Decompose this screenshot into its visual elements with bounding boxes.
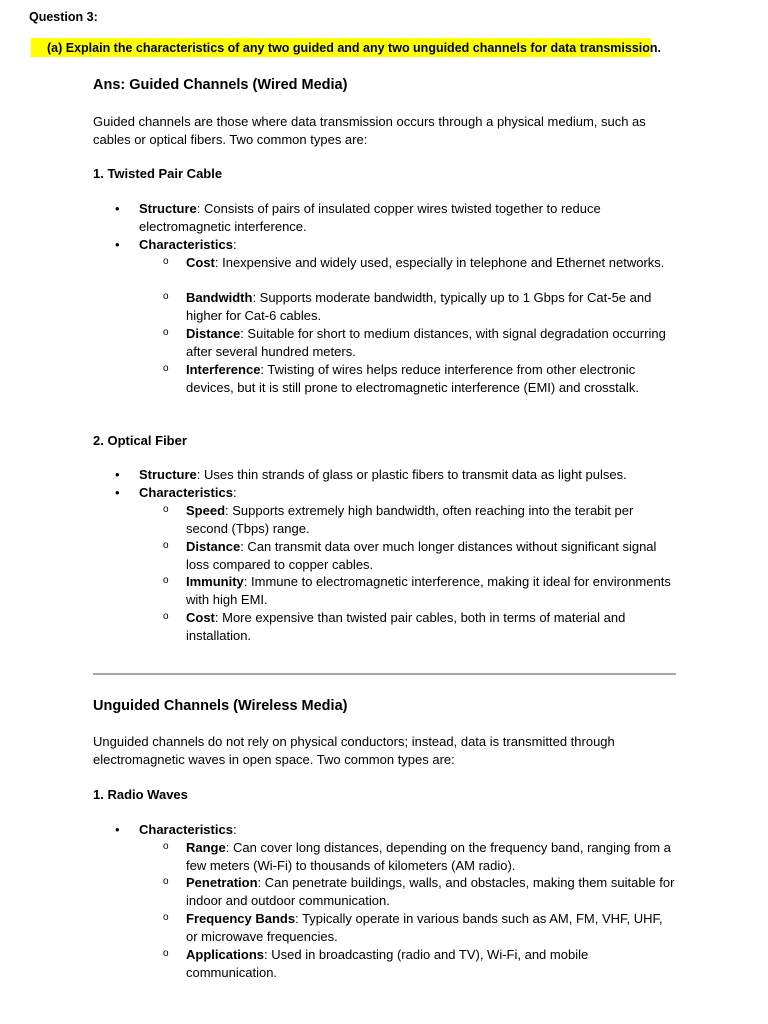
item-term: Distance — [186, 539, 241, 554]
item-term: Frequency Bands — [186, 911, 296, 926]
unguided-intro: Unguided channels do not rely on physical conductors; instead, data is transmitted through electromagnetic waves in open space. Two common types are: — [93, 734, 615, 767]
item-term: Immunity — [186, 574, 244, 589]
item-term: Speed — [186, 503, 226, 518]
list-item — [186, 839, 676, 875]
item-term: Bandwidth — [186, 290, 253, 305]
item-text: : Used in broadcasting (radio and TV), Wi-Fi, and mobile communication. — [186, 947, 589, 980]
radio-waves-title: 1. Radio Waves — [93, 787, 188, 802]
item-term: Structure — [139, 201, 197, 216]
list-item — [139, 200, 679, 236]
list-item — [139, 484, 679, 502]
item-text: : Uses thin strands of glass or plastic fibers to transmit data as light pulses. — [196, 467, 627, 482]
item-text: : Inexpensive and widely used, especially in telephone and Ethernet networks. — [214, 255, 665, 270]
question-prompt-highlight — [31, 38, 662, 57]
item-text: : — [232, 485, 237, 500]
item-text: : — [232, 237, 237, 252]
list-item — [186, 609, 676, 645]
item-text: : — [232, 822, 237, 837]
list-item — [186, 573, 676, 609]
unguided-heading: Unguided Channels (Wireless Media) — [93, 698, 348, 714]
list-item — [186, 361, 676, 397]
item-text: : More expensive than twisted pair cables, both in terms of material and installation. — [186, 610, 626, 643]
list-item — [186, 946, 676, 982]
item-term: Distance — [186, 326, 241, 341]
item-term: Penetration — [186, 875, 258, 890]
item-text: : Twisting of wires helps reduce interference from other electronic devices, but it is still prone to electromagnetic interference (EMI) and crosstalk. — [186, 362, 640, 395]
twisted-pair-title: 1. Twisted Pair Cable — [93, 166, 223, 181]
item-term: Interference — [186, 362, 261, 377]
item-text: : Can penetrate buildings, walls, and obstacles, making them suitable for indoor and outdoor communication. — [186, 875, 675, 908]
item-term: Characteristics — [139, 485, 233, 500]
list-item — [139, 466, 679, 484]
item-text: : Can cover long distances, depending on the frequency band, ranging from a few meters (Wi-Fi) to thousands of kilometers (AM radio). — [186, 840, 671, 873]
item-text: : Supports extremely high bandwidth, often reaching into the terabit per second (Tbps) range. — [186, 503, 634, 536]
item-term: Range — [186, 840, 226, 855]
item-term: Cost — [186, 255, 215, 270]
item-term: Structure — [139, 467, 197, 482]
list-item — [186, 254, 676, 272]
item-text: : Supports moderate bandwidth, typically up to 1 Gbps for Cat-5e and higher for Cat-6 cables. — [186, 290, 652, 323]
item-text: : Can transmit data over much longer distances without significant signal loss compared to copper cables. — [186, 539, 657, 572]
item-term: Cost — [186, 610, 215, 625]
list-item — [186, 538, 676, 574]
guided-intro: Guided channels are those where data transmission occurs through a physical medium, such as cables or optical fibers. Two common types are: — [93, 114, 646, 147]
list-item — [186, 502, 676, 538]
item-text: : Consists of pairs of insulated copper wires twisted together to reduce electromagnetic interference. — [139, 201, 601, 234]
item-text: : Typically operate in various bands such as AM, FM, VHF, UHF, or microwave frequencies. — [186, 911, 663, 944]
list-item — [139, 236, 679, 254]
list-item — [186, 910, 676, 946]
item-text: : Suitable for short to medium distances, with signal degradation occurring after several hundred meters. — [186, 326, 666, 359]
section-divider — [93, 673, 676, 675]
question-prompt: (a) Explain the characteristics of any two guided and any two unguided channels for data transmission. — [47, 41, 662, 55]
optical-fiber-title: 2. Optical Fiber — [93, 433, 187, 448]
list-item — [186, 325, 676, 361]
list-item — [186, 874, 676, 910]
item-term: Characteristics — [139, 237, 233, 252]
list-item — [139, 821, 679, 839]
item-text: : Immune to electromagnetic interference, making it ideal for environments with high EMI. — [186, 574, 671, 607]
guided-heading: Ans: Guided Channels (Wired Media) — [93, 77, 348, 93]
question-label: Question 3: — [29, 10, 98, 24]
item-term: Applications — [186, 947, 265, 962]
list-item — [186, 289, 676, 325]
item-term: Characteristics — [139, 822, 233, 837]
